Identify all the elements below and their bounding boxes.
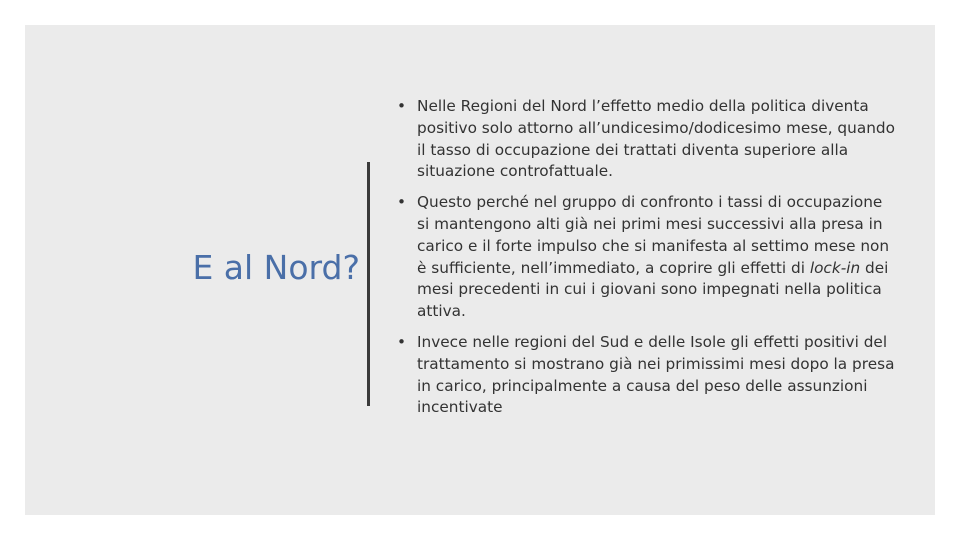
bullet-text-before: Questo perché nel gruppo di confronto i tassi di occupazione si mantengono alti già nei primi mesi successivi alla presa in carico e il forte impulso che si manifesta al settimo mese non è sufficiente, nell’immediato, a coprire gli effetti di (417, 193, 890, 277)
bullet-text-after: dei mesi precedenti in cui i giovani sono impegnati nella politica attiva. (417, 258, 889, 321)
bullet-item-2 (397, 192, 897, 323)
bullet-item-3 (397, 332, 897, 419)
bullet-marker: • (397, 193, 407, 212)
bullet-text: Invece nelle regioni del Sud e delle Isole gli effetti positivi del trattamento si mostrano già nei primissimi mesi dopo la presa in carico, principalmente a causa del peso delle assunzioni incentivate (417, 332, 895, 417)
bullet-list (397, 96, 897, 428)
bullet-text: Nelle Regioni del Nord l’effetto medio della politica diventa positivo solo attorno all’undicesimo/dodicesimo mese, quando il tasso di occupazione dei trattati diventa superiore alla situazione controfattuale. (417, 97, 895, 181)
slide (25, 25, 935, 515)
slide-title: E al Nord? (192, 248, 360, 287)
vertical-divider (367, 162, 370, 406)
bullet-marker: • (397, 97, 407, 115)
bullet-marker: • (397, 332, 407, 351)
bullet-item-1 (397, 96, 897, 183)
bullet-text-emphasis: lock-in (809, 258, 861, 277)
